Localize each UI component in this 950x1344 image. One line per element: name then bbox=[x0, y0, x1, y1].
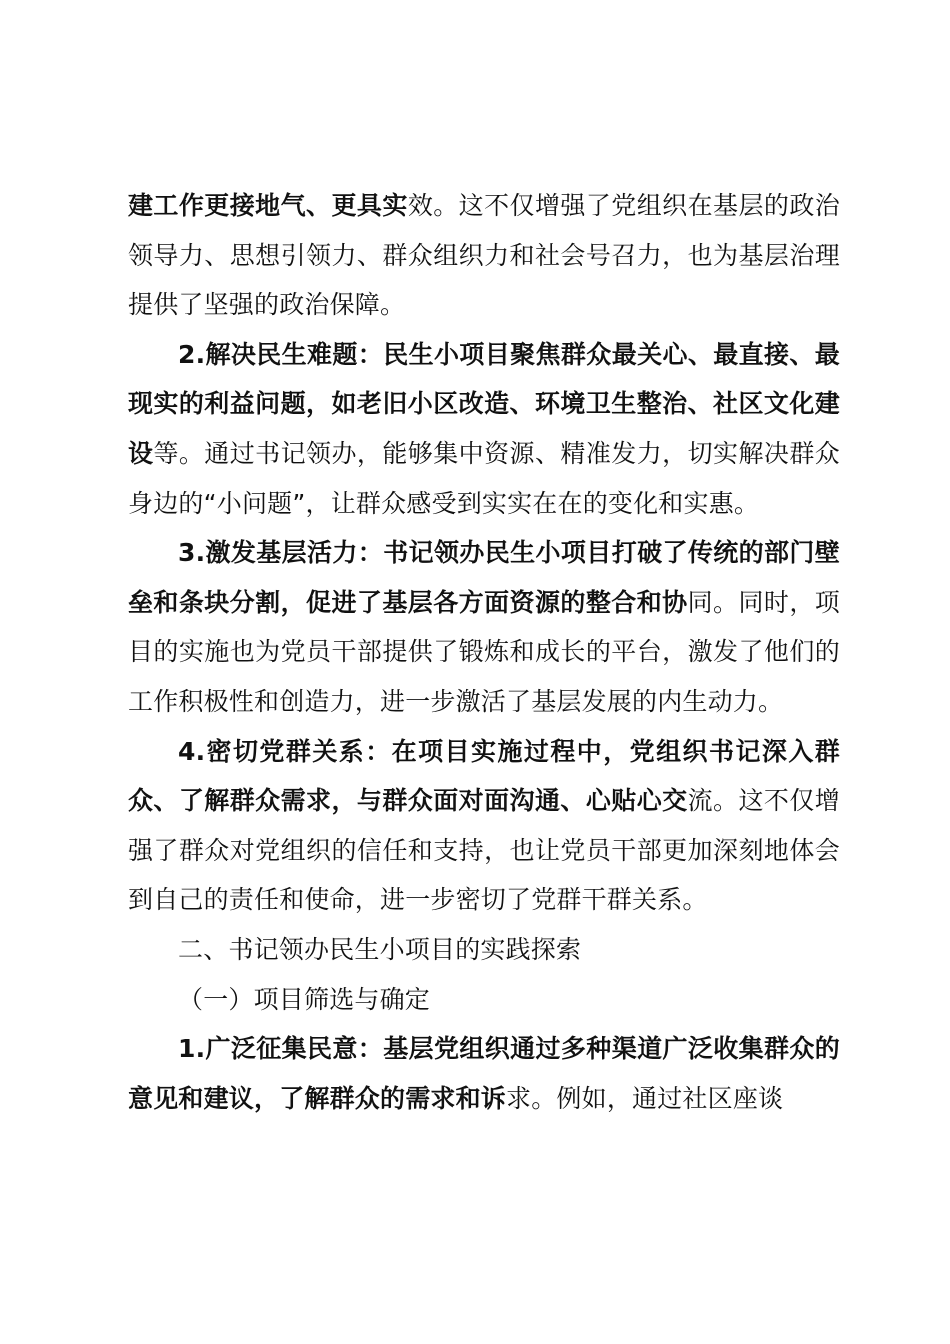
paragraph-text: 等。通过书记领办，能够集中资源、精准发力，切实解决群众身边的“小问题”，让群众感受到实实在在的变化和实惠。 bbox=[128, 438, 840, 518]
paragraph-text: 求。例如，通过社区座谈 bbox=[506, 1083, 784, 1113]
paragraph-text: 效。这不仅增强了党组织在基层的政治领导力、思想引领力、群众组织力和社会号召力，也为基层治理提供了坚强的政治保障。 bbox=[128, 191, 841, 320]
paragraph-solve-livelihood-problems bbox=[128, 330, 840, 528]
paragraph-text: 同。同时，项目的实施也为党员干部提供了锻炼和成长的平台，激发了他们的工作积极性和创造力，进一步激活了基层发展的内生动力。 bbox=[128, 587, 840, 716]
paragraph-stimulate-grassroots-vitality bbox=[128, 528, 840, 726]
paragraph-collect-public-opinion bbox=[128, 1024, 840, 1123]
section-heading-practice-exploration bbox=[128, 925, 840, 975]
paragraph-bold-lead: 2.解决民生难题：民生小项目聚焦群众最关心、最直接、最现实的利益问题，如老旧小区改造、环境卫生整治、社区文化建设 bbox=[128, 339, 840, 468]
paragraph-close-party-mass-relations bbox=[128, 727, 840, 925]
paragraph-bold-lead: 3.激发基层活力：书记领办民生小项目打破了传统的部门壁垒和条块分割，促进了基层各方面资源的整合和协 bbox=[128, 538, 840, 617]
paragraph-text: 二、书记领办民生小项目的实践探索 bbox=[178, 934, 582, 964]
subsection-heading-project-selection bbox=[128, 975, 840, 1025]
paragraph-text: （一）项目筛选与确定 bbox=[178, 984, 431, 1014]
paragraph-text: 流。这不仅增强了群众对党组织的信任和支持，也让党员干部更加深刻地体会到自己的责任和使命，进一步密切了党群干群关系。 bbox=[128, 786, 840, 915]
paragraph-bold-lead: 4.密切党群关系：在项目实施过程中，党组织书记深入群众、了解群众需求，与群众面对面沟通、心贴心交 bbox=[128, 736, 840, 816]
paragraph-bold-lead: 1.广泛征集民意：基层党组织通过多种渠道广泛收集群众的意见和建议，了解群众的需求和诉 bbox=[128, 1034, 840, 1113]
paragraph-bold-lead: 建工作更接地气、更具实 bbox=[128, 191, 408, 220]
document-body bbox=[128, 181, 840, 1123]
paragraph-party-building-continuation bbox=[128, 181, 840, 330]
